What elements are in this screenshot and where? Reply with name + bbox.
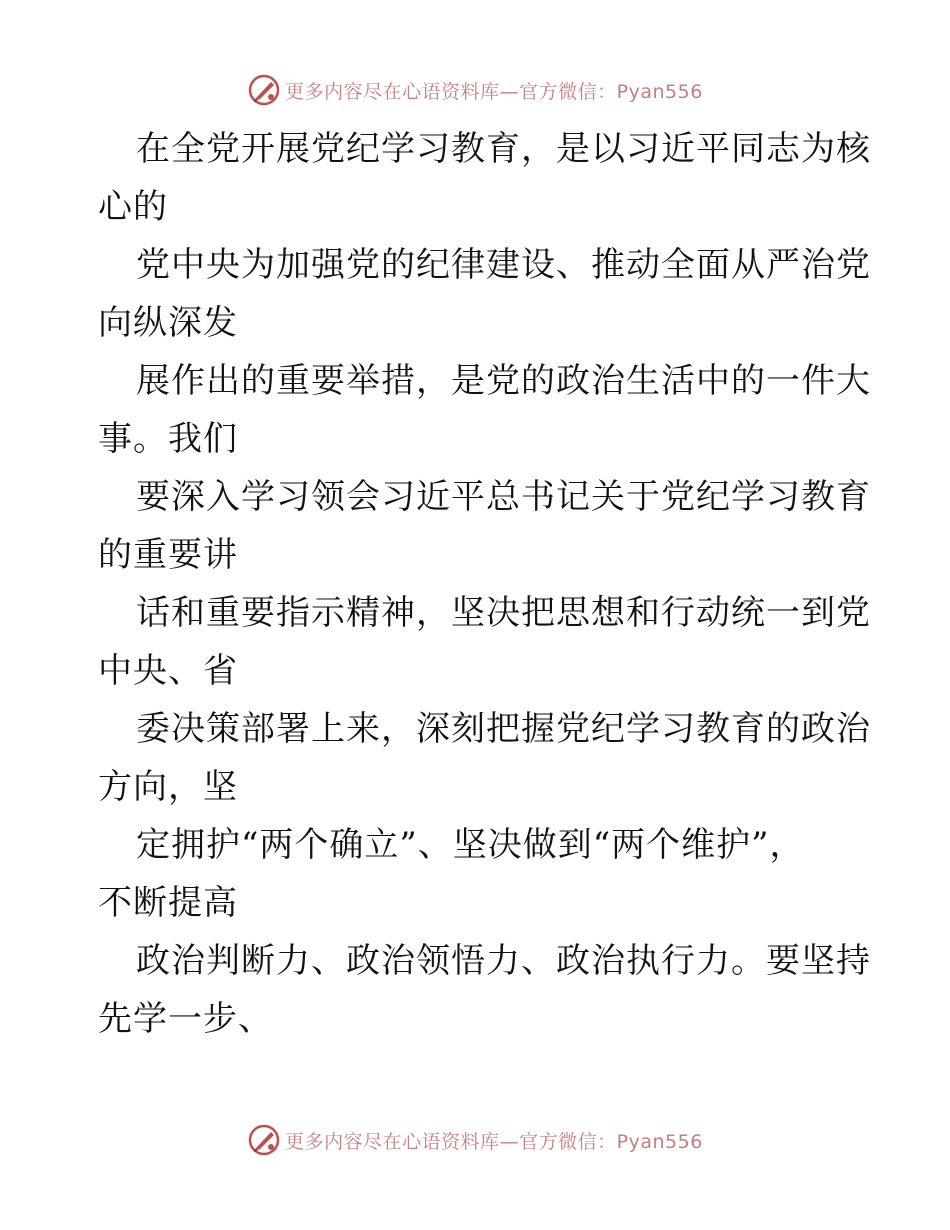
text-line: 向纵深发: [98, 303, 238, 343]
footer-watermark: [0, 1120, 950, 1160]
text-line: 党中央为加强党的纪律建设、推动全面从严治党: [136, 245, 871, 285]
text-line: 展作出的重要举措，是党的政治生活中的一件大: [136, 361, 871, 401]
text-line: 政治判断力、政治领悟力、政治执行力。要坚持: [136, 941, 871, 981]
text-line: 在全党开展党纪学习教育，是以习近平同志为核: [136, 129, 871, 169]
text-line: 要深入学习领会习近平总书记关于党纪学习教育: [136, 477, 871, 517]
text-line: 的重要讲: [98, 535, 238, 575]
text-line: 事。我们: [98, 419, 238, 459]
quill-logo-icon: [247, 1123, 281, 1157]
header-watermark: [0, 70, 950, 110]
watermark-text: 更多内容尽在心语资料库—官方微信：Pyan556: [285, 1130, 703, 1153]
watermark-text: 更多内容尽在心语资料库—官方微信：Pyan556: [285, 80, 703, 103]
text-line: 定拥护“两个确立”、坚决做到“两个维护”，: [136, 825, 805, 865]
text-line: 心的: [98, 187, 168, 227]
text-line: 话和重要指示精神，坚决把思想和行动统一到党: [136, 593, 871, 633]
text-line: 先学一步、: [98, 999, 273, 1039]
document-body: [98, 120, 871, 1048]
text-line: 不断提高: [98, 883, 238, 923]
quill-logo-icon: [247, 73, 281, 107]
text-line: 委决策部署上来，深刻把握党纪学习教育的政治: [136, 709, 871, 749]
text-line: 方向，坚: [98, 767, 238, 807]
text-line: 中央、省: [98, 651, 238, 691]
